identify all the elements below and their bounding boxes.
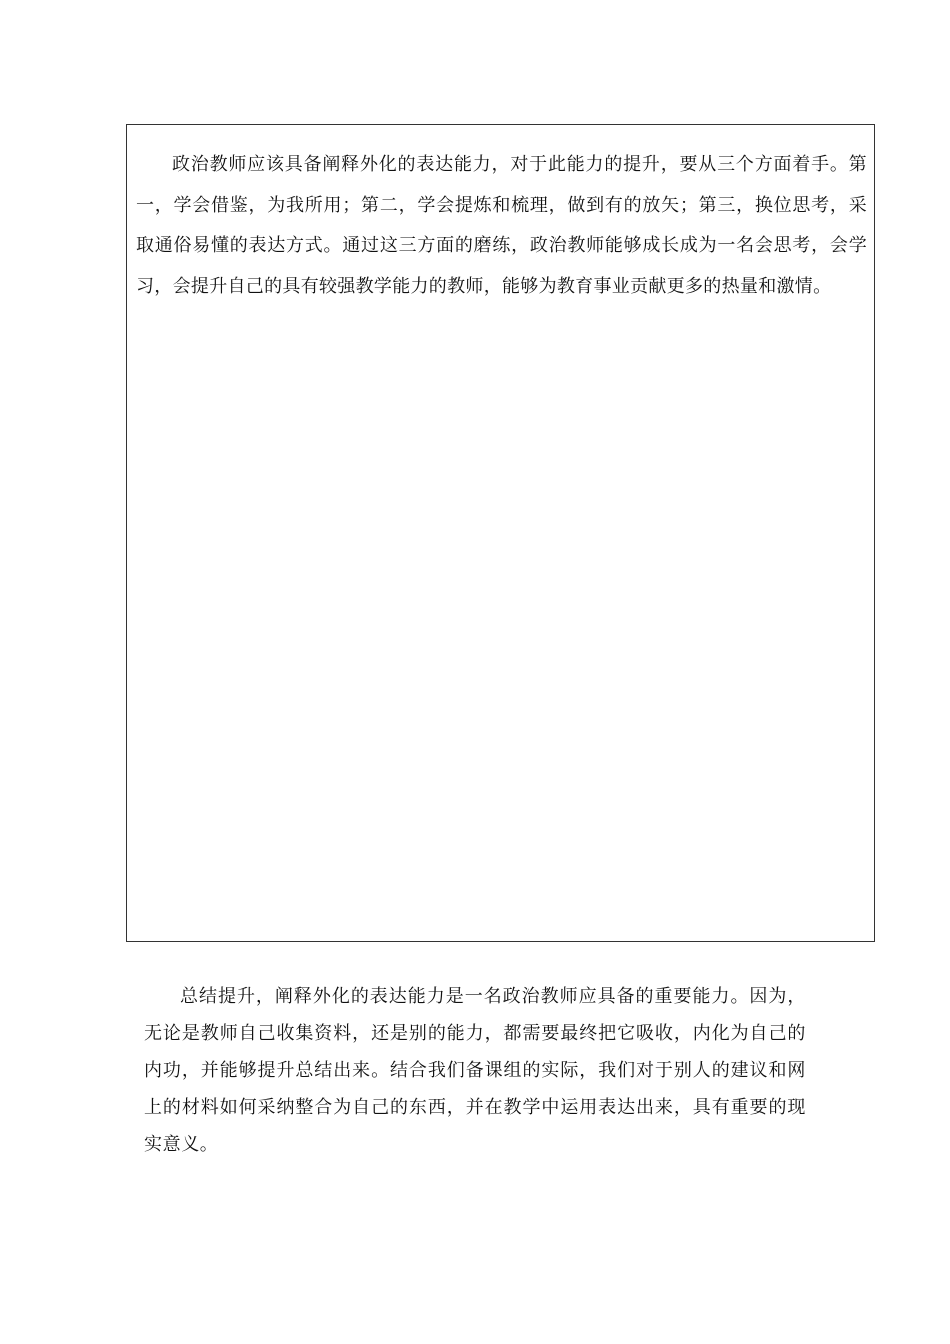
content-box (126, 124, 875, 942)
summary-paragraph: 总结提升，阐释外化的表达能力是一名政治教师应具备的重要能力。因为，无论是教师自己收集资料，还是别的能力，都需要最终把它吸收，内化为自己的内功，并能够提升总结出来。结合我们备课组的实际，我们对于别人的建议和网上的材料如何采纳整合为自己的东西，并在教学中运用表达出来，具有重要的现实意义。 (144, 986, 806, 1155)
box-paragraph: 政治教师应该具备阐释外化的表达能力，对于此能力的提升，要从三个方面着手。第一，学会借鉴，为我所用；第二，学会提炼和梳理，做到有的放矢；第三，换位思考，采取通俗易懂的表达方式。通过这三方面的磨练，政治教师能够成长成为一名会思考，会学习，会提升自己的具有较强教学能力的教师，能够为教育事业贡献更多的热量和激情。 (136, 154, 867, 297)
